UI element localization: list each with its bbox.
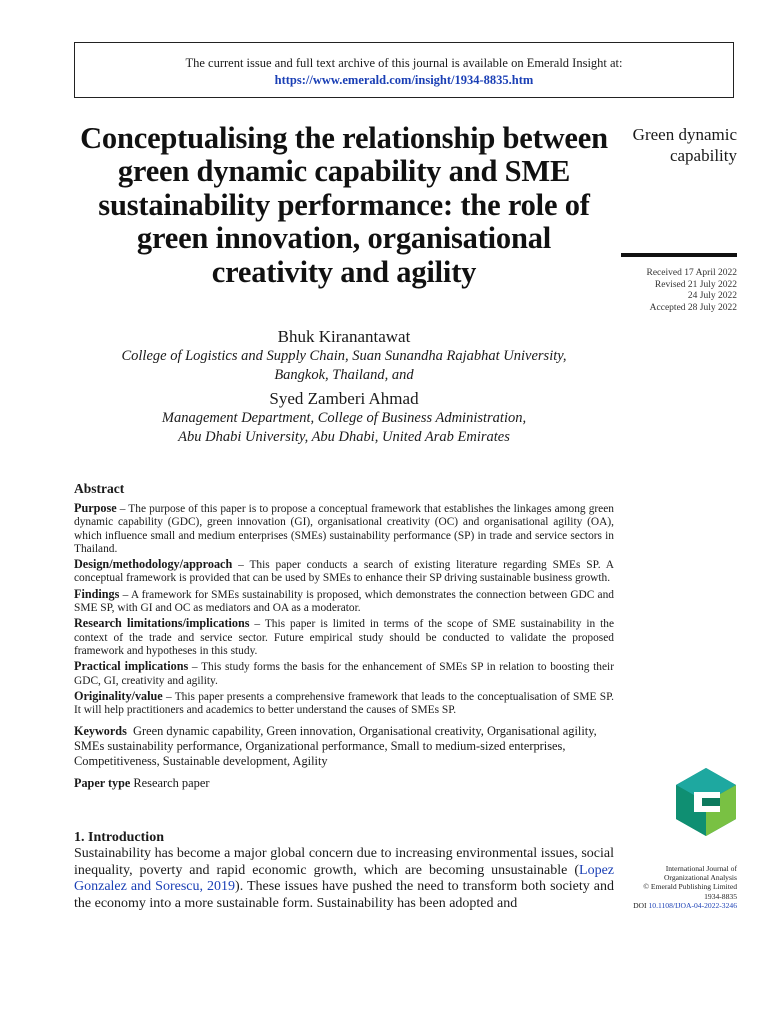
date-received: Received 17 April 2022	[646, 268, 737, 278]
affiliation-line: Management Department, College of Business Administration,	[161, 410, 527, 426]
running-head-rule	[621, 253, 737, 257]
doi-label: DOI	[633, 900, 647, 910]
article-title: Conceptualising the relationship between green dynamic capability and SME sustainability performance: the role of green innovation, organisational creativity and agility	[80, 121, 608, 289]
keywords-text: Green dynamic capability, Green innovation, Organisational creativity, Organisational agility, SMEs sustainability performance, Organizational performance, Small to medium-sized enterprises, Competitiveness, Sustainable development, Agility	[74, 724, 597, 769]
journal-info-line: International Journal of	[665, 864, 737, 873]
running-head: Green dynamic capability	[632, 125, 737, 165]
body-text: Sustainability has become a major global concern due to increasing environmental issues, social inequality, poverty and rapid economic growth, which are becoming unsustainable (	[74, 846, 614, 878]
section-text: This study forms the basis for the enhancement of SMEs SP in relation to boosting their GDC, GI, creativity and agility.	[74, 661, 615, 687]
abstract-originality: Originality/value – This paper presents a comprehensive framework that leads to the conceptualisation of SME SP. It will help practitioners and academics to better understand the causes of SMEs SP.	[74, 688, 614, 717]
section-label: Design/methodology/approach	[74, 557, 233, 572]
archive-notice-text: The current issue and full text archive of this journal is available on Emerald Insight at:	[185, 56, 623, 70]
doi-line	[587, 901, 737, 910]
paper-type-label: Paper type	[74, 776, 131, 791]
section-text: The purpose of this paper is to propose a conceptual framework that establishes the linkages among green dynamic capability (GDC), green innovation (GI), organisational creativity (OC) and organisational agility (OA), which influence small and medium enterprises (SMEs) sustainability performance (SP) in trade and service sectors in Thailand.	[74, 503, 614, 555]
section-label: Practical implications	[74, 659, 189, 674]
affiliation-line: College of Logistics and Supply Chain, Suan Sunandha Rajabhat University,	[121, 348, 567, 364]
journal-info-line: © Emerald Publishing Limited	[643, 882, 737, 892]
abstract-heading: Abstract	[74, 481, 125, 496]
section-label: Originality/value	[74, 688, 163, 703]
journal-info	[587, 864, 737, 910]
author-name: Syed Zamberi Ahmad	[269, 389, 419, 408]
affiliation-line: Abu Dhabi University, Abu Dhabi, United Arab Emirates	[178, 429, 510, 445]
section-text: This paper presents a comprehensive framework that leads to the conceptualisation of SME SP. It will help practitioners and academics to better understand the causes of SMEs SP.	[74, 690, 614, 717]
date-revised-2: 24 July 2022	[687, 291, 737, 301]
doi-link[interactable]: 10.1108/IJOA-04-2022-3246	[648, 900, 737, 910]
section-label: Purpose	[74, 501, 117, 515]
author-affiliation	[74, 409, 614, 447]
date-revised: Revised 21 July 2022	[654, 279, 737, 290]
abstract	[74, 481, 614, 793]
paper-type	[74, 776, 614, 791]
date-accepted: Accepted 28 July 2022	[649, 302, 737, 313]
journal-archive-link[interactable]: https://www.emerald.com/insight/1934-8835.htm	[274, 73, 534, 87]
introduction-body	[74, 846, 614, 912]
keywords-label: Keywords	[74, 724, 127, 739]
affiliation-line: Bangkok, Thailand, and	[274, 367, 414, 383]
abstract-findings: Findings – A framework for SMEs sustainability is proposed, which demonstrates the connection between GDC and SME SP, with GI and OC as mediators and OA as a moderator.	[74, 586, 614, 615]
section-heading: 1. Introduction	[74, 830, 164, 845]
article-dates	[577, 268, 737, 314]
author-affiliation	[74, 347, 614, 385]
journal-info-line: Organizational Analysis	[663, 873, 737, 883]
journal-info-line: 1934-8835	[704, 891, 737, 901]
paper-type-value: Research paper	[133, 776, 210, 791]
abstract-practical: Practical implications – This study forms the basis for the enhancement of SMEs SP in relation to boosting their GDC, GI, creativity and agility.	[74, 659, 615, 687]
abstract-purpose: Purpose – The purpose of this paper is to propose a conceptual framework that establishes the linkages among green dynamic capability (GDC), green innovation (GI), organisational creativity (OC) and organisational agility (OA), which influence small and medium enterprises (SMEs) sustainability performance (SP) in trade and service sectors in Thailand.	[74, 501, 614, 555]
keywords	[74, 724, 614, 769]
section-text: A framework for SMEs sustainability is proposed, which demonstrates the connection between GDC and SME SP, with GI and OC as mediators and OA as a moderator.	[74, 588, 614, 615]
section-label: Research limitations/implications	[74, 616, 250, 631]
section-text: This paper is limited in terms of the scope of SME sustainability in the context of the trade and service sector. Future empirical study should be conducted to validate the proposed framework and hypotheses in this study.	[74, 618, 614, 657]
archive-notice	[74, 42, 734, 98]
author-name: Bhuk Kiranantawat	[277, 327, 411, 346]
abstract-limitations: Research limitations/implications – This paper is limited in terms of the scope of SME sustainability in the context of the trade and service sector. Future empirical study should be conducted to validate the proposed framework and hypotheses in this study.	[74, 616, 614, 657]
section-label: Findings	[74, 586, 120, 601]
body-text: ). These issues have pushed the need to transform both society and the economy into a more sustainable form. Sustainability has been adopted and	[74, 879, 614, 911]
section-text: This paper conducts a search of existing literature regarding SMEs SP. A conceptual framework is provided that can be used by SMEs to enhance their SP driving sustainable business growth.	[74, 559, 614, 585]
citation-link[interactable]: Lopez Gonzalez and Sorescu, 2019	[74, 862, 614, 895]
crossmark-logo-icon[interactable]	[672, 766, 740, 838]
abstract-design: Design/methodology/approach – This paper conducts a search of existing literature regarding SMEs SP. A conceptual framework is provided that can be used by SMEs to enhance their SP driving sustainable business growth.	[74, 557, 614, 585]
